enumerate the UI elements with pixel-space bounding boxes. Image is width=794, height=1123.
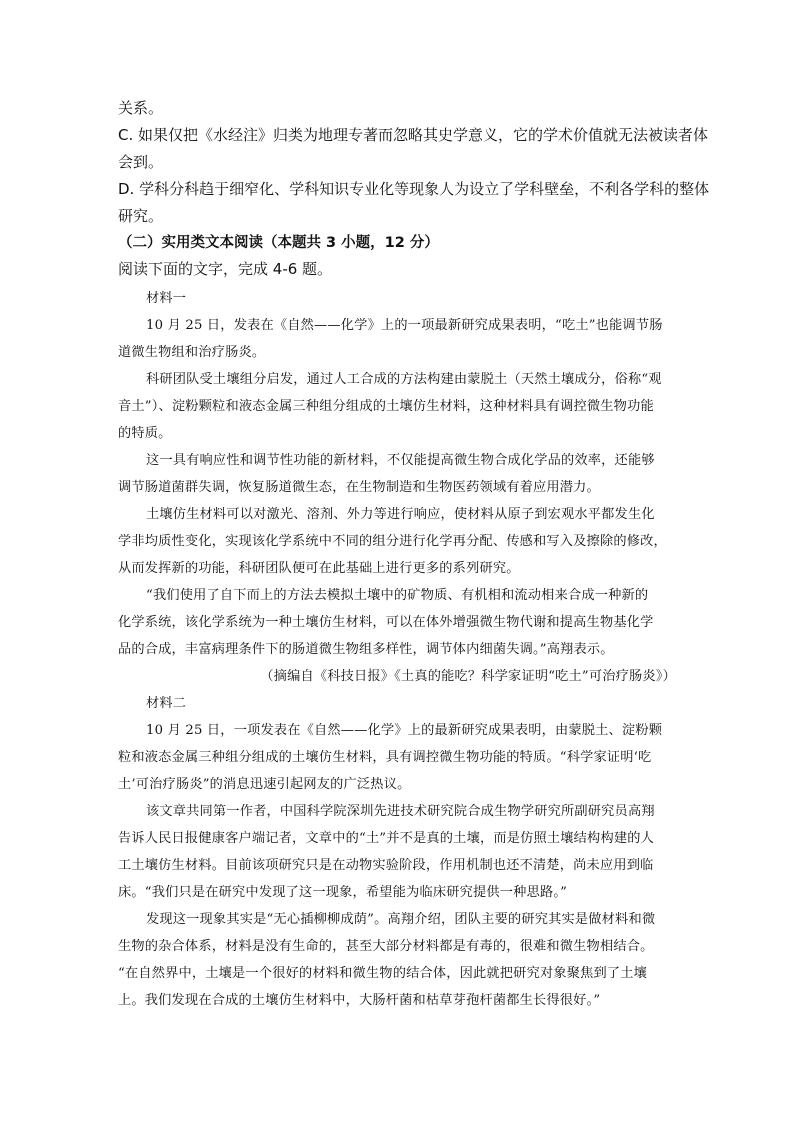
section-heading: （二）实用类文本阅读（本题共 3 小题，12 分）	[118, 235, 439, 251]
material1-p2-line3: 的特质。	[118, 426, 172, 441]
material2-p1-line3: 土’可治疗肠炎”的消息迅速引起网友的广泛热议。	[118, 777, 411, 792]
section-instruction: 阅读下面的文字，完成 4-6 题。	[118, 260, 333, 278]
material1-p4-line1: 土壤仿生材料可以对激光、溶剂、外力等进行响应，使材料从原子到宏观水平都发生化	[146, 507, 655, 522]
material2-label: 材料二	[146, 696, 187, 711]
material2-p2-line4: 床。“我们只是在研究中发现了这一现象，希望能为临床研究提供一种思路。”	[118, 885, 568, 900]
material2-p3-line4: 上。我们发现在合成的土壤仿生材料中，大肠杆菌和枯草芽孢杆菌都生长得很好。”	[118, 993, 601, 1008]
option-c-line1: C. 如果仅把《水经注》归类为地理专著而忽略其史学意义，它的学术价值就无法被读者体	[118, 126, 709, 144]
material1-p3-line1: 这一具有响应性和调节性功能的新材料，不仅能提高微生物合成化学品的效率，还能够	[146, 453, 655, 468]
material1-p2-line2: 音土”）、淀粉颗粒和液态金属三种组分组成的土壤仿生材料，这种材料具有调控微生物功能	[118, 399, 654, 414]
option-c-line2: 会到。	[118, 153, 164, 171]
material1-p5-line3: 品的合成，丰富病理条件下的肠道微生物组多样性，调节体内细菌失调。”高翔表示。	[118, 642, 614, 657]
option-d-line1: D. 学科分科趋于细窄化、学科知识专业化等现象人为设立了学科壁垒，不利各学科的整体	[118, 180, 710, 198]
material1-source: （摘编自《科技日报》《土真的能吃？科学家证明“吃土”可治疗肠炎》）	[260, 669, 676, 684]
material2-p3-line1: 发现这一现象其实是“无心插柳柳成荫”。高翔介绍，团队主要的研究其实是做材料和微	[146, 912, 656, 927]
material1-p5-line1: “我们使用了自下而上的方法去模拟土壤中的矿物质、有机相和流动相来合成一种新的	[146, 588, 649, 603]
material1-p1-line1: 10 月 25 日，发表在《自然——化学》上的一项最新研究成果表明，“吃土”也能调节肠	[146, 318, 663, 333]
material1-p2-line1: 科研团队受土壤组分启发，通过人工合成的方法构建由蒙脱土（天然土壤成分，俗称“观	[146, 372, 662, 387]
material2-p2-line1: 该文章共同第一作者，中国科学院深圳先进技术研究院合成生物学研究所副研究员高翔	[146, 804, 655, 819]
material2-p2-line2: 告诉人民日报健康客户端记者，文章中的“土”并不是真的土壤，而是仿照土壤结构构建的人	[118, 831, 654, 846]
material2-p3-line2: 生物的杂合体系，材料是没有生命的，甚至大部分材料都是有毒的，很难和微生物相结合。	[118, 939, 654, 954]
material2-p1-line1: 10 月 25 日，一项发表在《自然——化学》上的最新研究成果表明，由蒙脱土、淀粉颗	[146, 723, 663, 738]
material1-p1-line2: 道微生物组和治疗肠炎。	[118, 345, 266, 360]
material2-p3-line3: “在自然界中，土壤是一个很好的材料和微生物的结合体，因此就把研究对象聚焦到了土壤	[118, 966, 648, 981]
material1-p3-line2: 调节肠道菌群失调，恢复肠道微生态，在生物制造和生物医药领域有着应用潜力。	[118, 480, 600, 495]
option-d-line2: 研究。	[118, 207, 164, 225]
option-b-tail: 关系。	[118, 99, 164, 117]
material1-p4-line2: 学非均质性变化，实现该化学系统中不同的组分进行化学再分配、传感和写入及擦除的修改，	[118, 534, 667, 549]
material1-p5-line2: 化学系统，该化学系统为一种土壤仿生材料，可以在体外增强微生物代谢和提高生物基化学	[118, 615, 654, 630]
material1-p4-line3: 从而发挥新的功能，科研团队便可在此基础上进行更多的系列研究。	[118, 561, 520, 576]
material1-label: 材料一	[146, 291, 187, 306]
material2-p1-line2: 粒和液态金属三种组分组成的土壤仿生材料，具有调控微生物功能的特质。“科学家证明‘吃	[118, 750, 652, 765]
material2-p2-line3: 工土壤仿生材料。目前该项研究只是在动物实验阶段，作用机制也还不清楚，尚未应用到临	[118, 858, 654, 873]
